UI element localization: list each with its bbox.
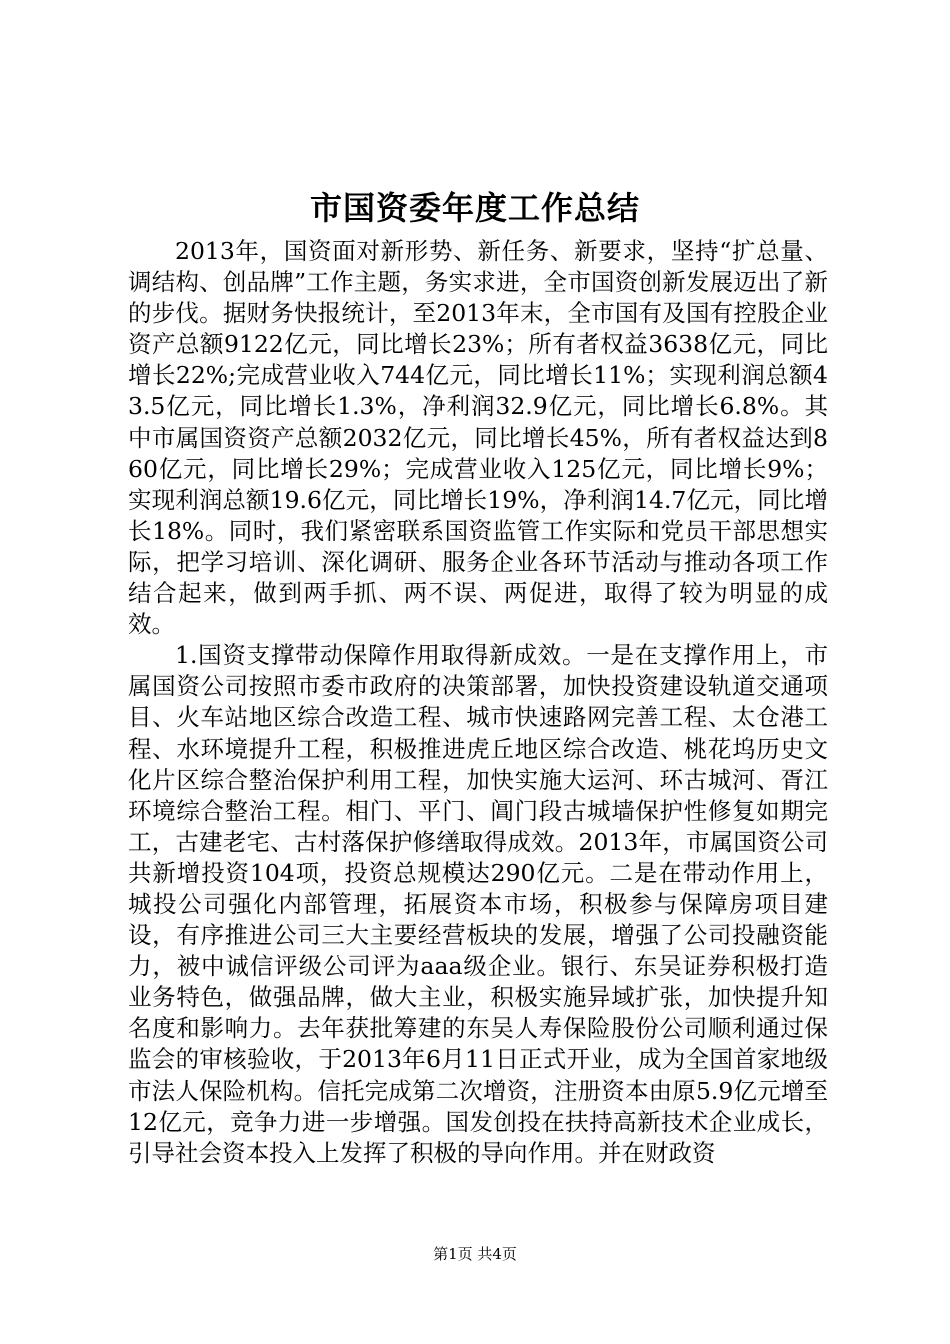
page-footer: 第1页 共4页 [433, 1245, 517, 1263]
paragraph-intro: 2013年，国资面对新形势、新任务、新要求，坚持“扩总量、调结构、创品牌”工作主题，务实求进，全市国资创新发展迈出了新的步伐。据财务快报统计，至2013年末，全市国有及国有控股企业资产总额9122亿元，同比增长23%；所有者权益3638亿元，同比增长22%;完成营业收入744亿元，同比增长11%；实现利润总额43.5亿元，同比增长1.3%，净利润32.9亿元，同比增长6.8%。其中市属国资资产总额2032亿元，同比增长45%，所有者权益达到860亿元，同比增长29%；完成营业收入125亿元，同比增长9%；实现利润总额19.6亿元，同比增长19%，净利润14.7亿元，同比增长18%。同时，我们紧密联系国资监管工作实际和党员干部思想实际，把学习培训、深化调研、服务企业各环节活动与推动各项工作结合起来，做到两手抓、两不误、两促进，取得了较为明显的成效。 [128, 237, 828, 639]
paragraph-section-1: 1.国资支撑带动保障作用取得新成效。一是在支撑作用上，市属国资公司按照市委市政府的决策部署，加快投资建设轨道交通项目、火车站地区综合改造工程、城市快速路网完善工程、太仓港工程、水环境提升工程，积极推进虎丘地区综合改造、桃花坞历史文化片区综合整治保护利用工程，加快实施大运河、环古城河、胥江环境综合整治工程。相门、平门、阊门段古城墙保护性修复如期完工，古建老宅、古村落保护修缮取得成效。2013年，市属国资公司共新增投资104项，投资总规模达290亿元。二是在带动作用上，城投公司强化内部管理，拓展资本市场，积极参与保障房项目建设，有序推进公司三大主要经营板块的发展，增强了公司投融资能力，被中诚信评级公司评为aaa级企业。银行、东吴证券积极打造业务特色，做强品牌，做大主业，积极实施异域扩张，加快提升知名度和影响力。去年获批筹建的东吴人寿保险股份公司顺利通过保监会的审核验收，于2013年6月11日正式开业，成为全国首家地级市法人保险机构。信托完成第二次增资，注册资本由原5.9亿元增至12亿元，竞争力进一步增强。国发创投在扶持高新技术企业成长，引导社会资本投入上发挥了积极的导向作用。并在财政资 [128, 641, 828, 1167]
document-title: 市国资委年度工作总结 [309, 189, 640, 227]
document-body [128, 236, 828, 1169]
